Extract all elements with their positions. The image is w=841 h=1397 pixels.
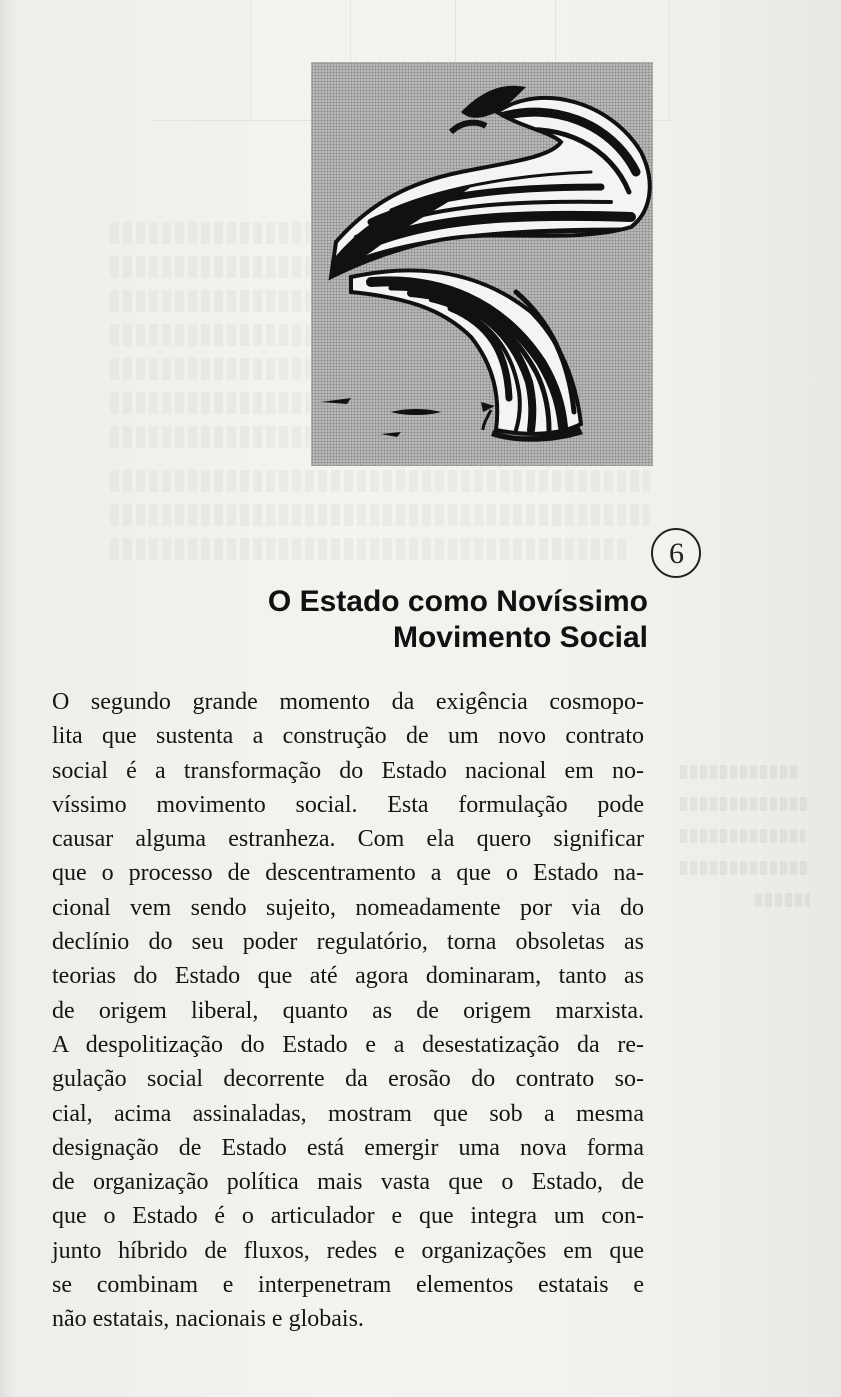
bleed-through-margin-note <box>680 765 800 779</box>
bleed-through-line <box>110 538 630 560</box>
text-line: teorias do Estado que até agora dominaram, tanto as <box>52 963 644 990</box>
bleed-through-margin-note <box>680 861 810 875</box>
text-line: junto híbrido de fluxos, redes e organizações em que <box>52 1237 644 1264</box>
text-line: gulação social decorrente da erosão do contrato so- <box>52 1066 644 1093</box>
bleed-through-line <box>110 426 310 448</box>
chapter-number-badge <box>645 528 707 578</box>
bleed-through-line <box>110 324 310 346</box>
bleed-through-line <box>110 504 650 526</box>
bleed-through-line <box>110 358 310 380</box>
text-line: O segundo grande momento da exigência cosmopo- <box>52 689 644 715</box>
text-line: de origem liberal, quanto as de origem marxista. <box>52 997 644 1024</box>
text-line: que o Estado é o articulador e que integra um con- <box>52 1203 644 1230</box>
bleed-through-margin-note <box>680 829 805 843</box>
text-line: lita que sustenta a construção de um novo contrato <box>52 723 644 750</box>
bleed-through-line <box>110 256 310 278</box>
bleed-through-margin-note <box>680 797 810 811</box>
text-line: que o processo de descentramento a que o Estado na- <box>52 860 644 887</box>
text-line: causar alguma estranheza. Com ela quero significar <box>52 826 644 853</box>
page-edge-shadow <box>0 0 14 1397</box>
brushstroke-icon <box>311 62 653 466</box>
text-line: social é a transformação do Estado nacional em no- <box>52 757 644 784</box>
text-line: cional vem sendo sujeito, nomeadamente por via do <box>52 894 644 921</box>
text-line: declínio do seu poder regulatório, torna obsoletas as <box>52 929 644 956</box>
text-line: de organização política mais vasta que o Estado, de <box>52 1169 644 1196</box>
bleed-through-line <box>110 470 650 492</box>
bleed-through-line <box>110 392 310 414</box>
text-line: se combinam e interpenetram elementos estatais e <box>52 1272 644 1299</box>
chapter-title-line: O Estado como Novíssimo <box>267 585 648 618</box>
brushstroke-artwork <box>311 62 653 466</box>
chapter-title <box>200 584 648 656</box>
bleed-through-margin-note <box>755 893 810 907</box>
text-line: cial, acima assinaladas, mostram que sob a mesma <box>52 1100 644 1127</box>
text-line: designação de Estado está emergir uma nova forma <box>52 1134 644 1161</box>
chapter-number: 6 <box>669 537 684 570</box>
bleed-through-line <box>110 290 310 312</box>
text-line: víssimo movimento social. Esta formulação pode <box>52 791 644 818</box>
text-line: não estatais, nacionais e globais. <box>52 1306 364 1333</box>
text-line: A despolitização do Estado e a desestatização da re- <box>52 1031 644 1058</box>
bleed-through-line <box>110 222 310 244</box>
body-paragraph <box>52 685 644 1337</box>
chapter-title-line: Movimento Social <box>392 621 648 654</box>
